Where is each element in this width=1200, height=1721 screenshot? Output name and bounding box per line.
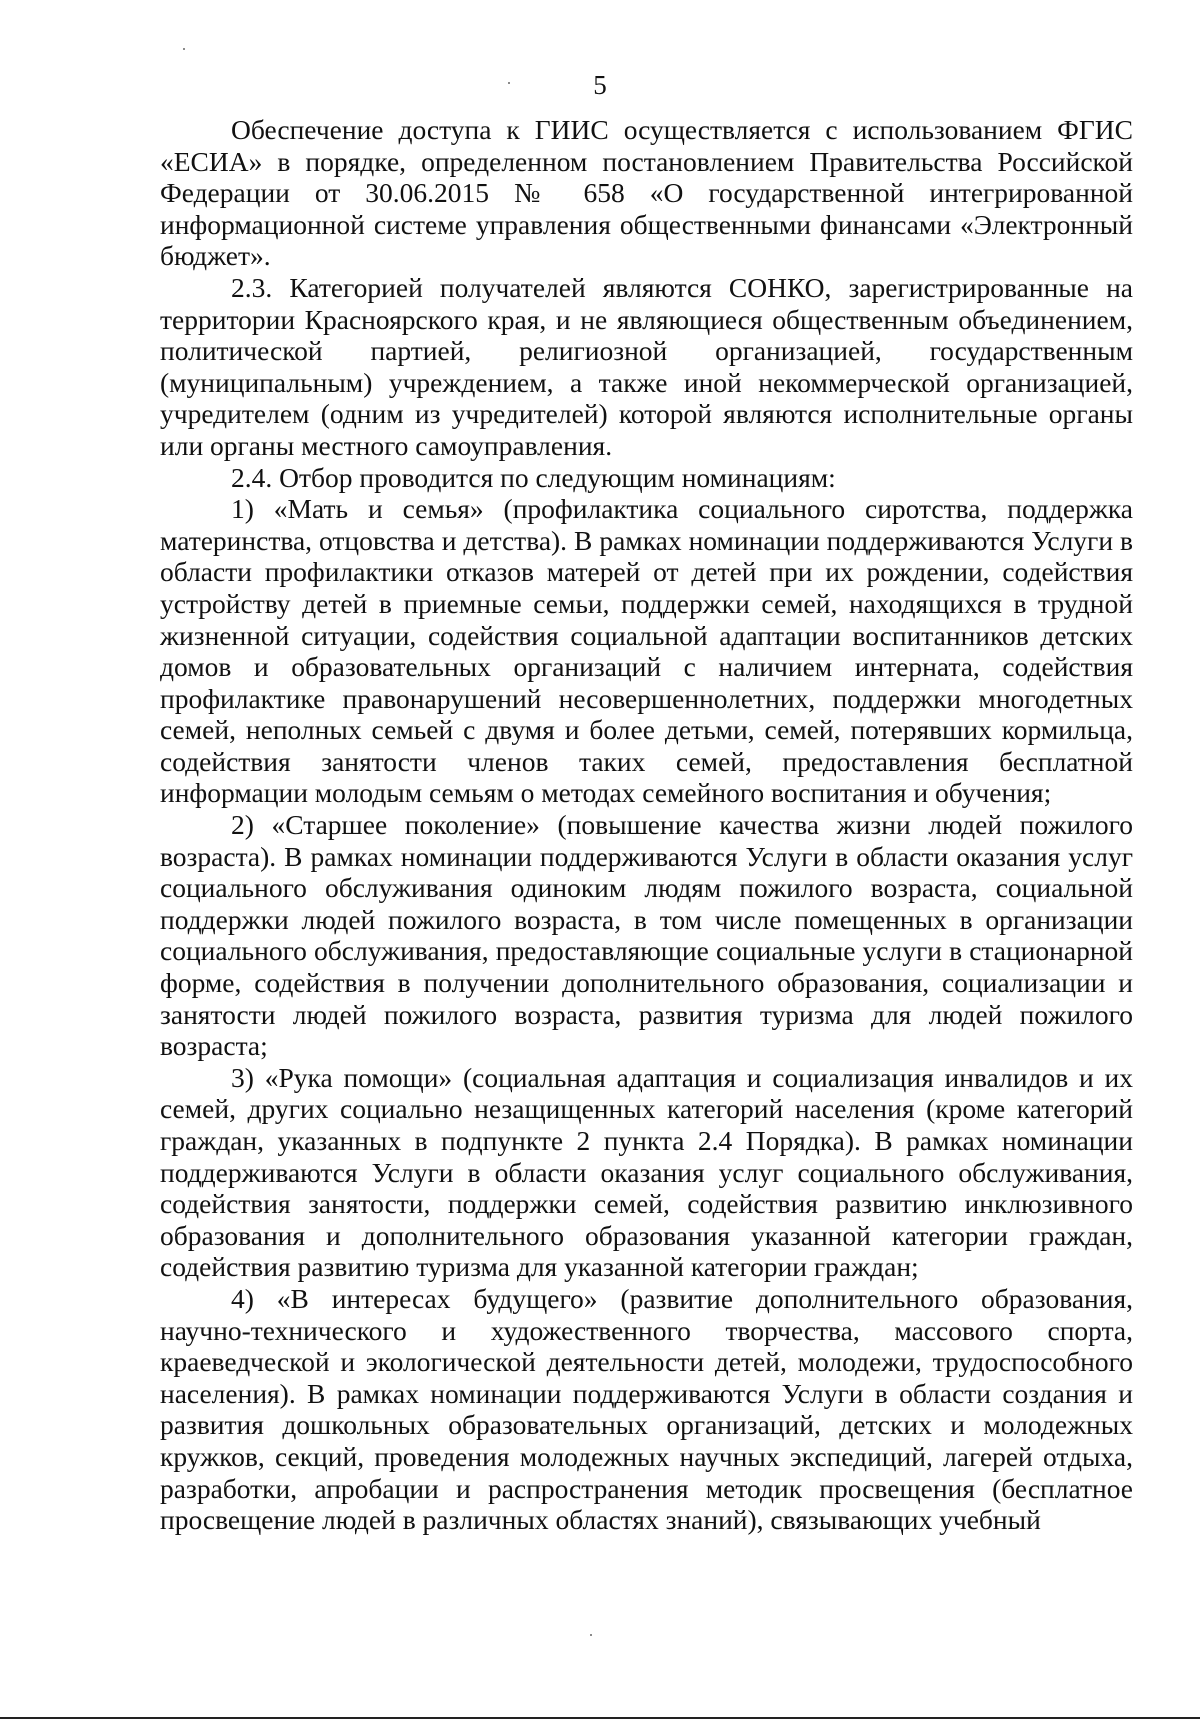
paragraph-2-4-nominations: 2.4. Отбор проводится по следующим номинациям: [231,461,836,493]
paragraph-nomination-1: 1) «Мать и семья» (профилактика социального сиротства, поддержка материнства, отцовства и детства). В рамках номинации поддерживаются Услуги в области профилактики отказов матерей от детей при их рождении, содействия устройству детей в приемные семьи, поддержки семей, находящихся в трудной жизненной ситуации, содействия социальной адаптации воспитанников детских домов и образовательных организаций с наличием интерната, содействия профилактике правонарушений несовершеннолетних, поддержки многодетных семей, неполных семьей с двумя и более детьми, семей, потерявших кормильца, содействия занятости членов таких семей, предоставления бесплатной информации молодым семьям о методах семейного воспитания и обучения; [160,493,1133,809]
paragraph-nomination-3: 3) «Рука помощи» (социальная адаптация и социализация инвалидов и их семей, других социально незащищенных категорий населения (кроме категорий граждан, указанных в подпункте 2 пункта 2.4 Порядка). В рамках номинации поддерживаются Услуги в области оказания услуг социального обслуживания, содействия занятости, поддержки семей, содействия развитию инклюзивного образования и дополнительного образования указанной категории граждан, содействия развитию туризма для указанной категории граждан; [160,1061,1133,1283]
paragraph-giis-access: Обеспечение доступа к ГИИС осуществляется с использованием ФГИС «ЕСИА» в порядке, определенном постановлением Правительства Российской Федерации от 30.06.2015 № 658 «О государственной интегрированной информационной системе управления общественными финансами «Электронный бюджет». [160,114,1133,272]
paragraph-nomination-2: 2) «Старшее поколение» (повышение качества жизни людей пожилого возраста). В рамках номинации поддерживаются Услуги в области оказания услуг социального обслуживания одиноким людям пожилого возраста, социальной поддержки людей пожилого возраста, в том числе помещенных в организации социального обслуживания, предоставляющие социальные услуги в стационарной форме, содействия в получении дополнительного образования, социализации и занятости людей пожилого возраста, развития туризма для людей пожилого возраста; [160,809,1133,1062]
page-number: 5 [593,70,607,100]
paragraph-2-3-recipients: 2.3. Категорией получателей являются СОНКО, зарегистрированные на территории Красноярского края, и не являющиеся общественным объединением, политической партией, религиозной организацией, государственным (муниципальным) учреждением, а также иной некоммерческой организацией, учредителем (одним из учредителей) которой являются исполнительные органы или органы местного самоуправления. [160,271,1133,461]
scan-bottom-edge [0,1717,1200,1719]
document-body [160,114,1133,1536]
scan-speck [508,82,510,84]
scan-speck [590,1634,592,1636]
paragraph-nomination-4: 4) «В интересах будущего» (развитие дополнительного образования, научно-технического и художественного творчества, массового спорта, краеведческой и экологической деятельности детей, молодежи, трудоспособного населения). В рамках номинации поддерживаются Услуги в области создания и развития дошкольных образовательных организаций, детских и молодежных кружков, секций, проведения молодежных научных экспедиций, лагерей отдыха, разработки, апробации и распространения методик просвещения (бесплатное просвещение людей в различных областях знаний), связывающих учебный [160,1282,1133,1536]
scan-speck [183,48,185,50]
